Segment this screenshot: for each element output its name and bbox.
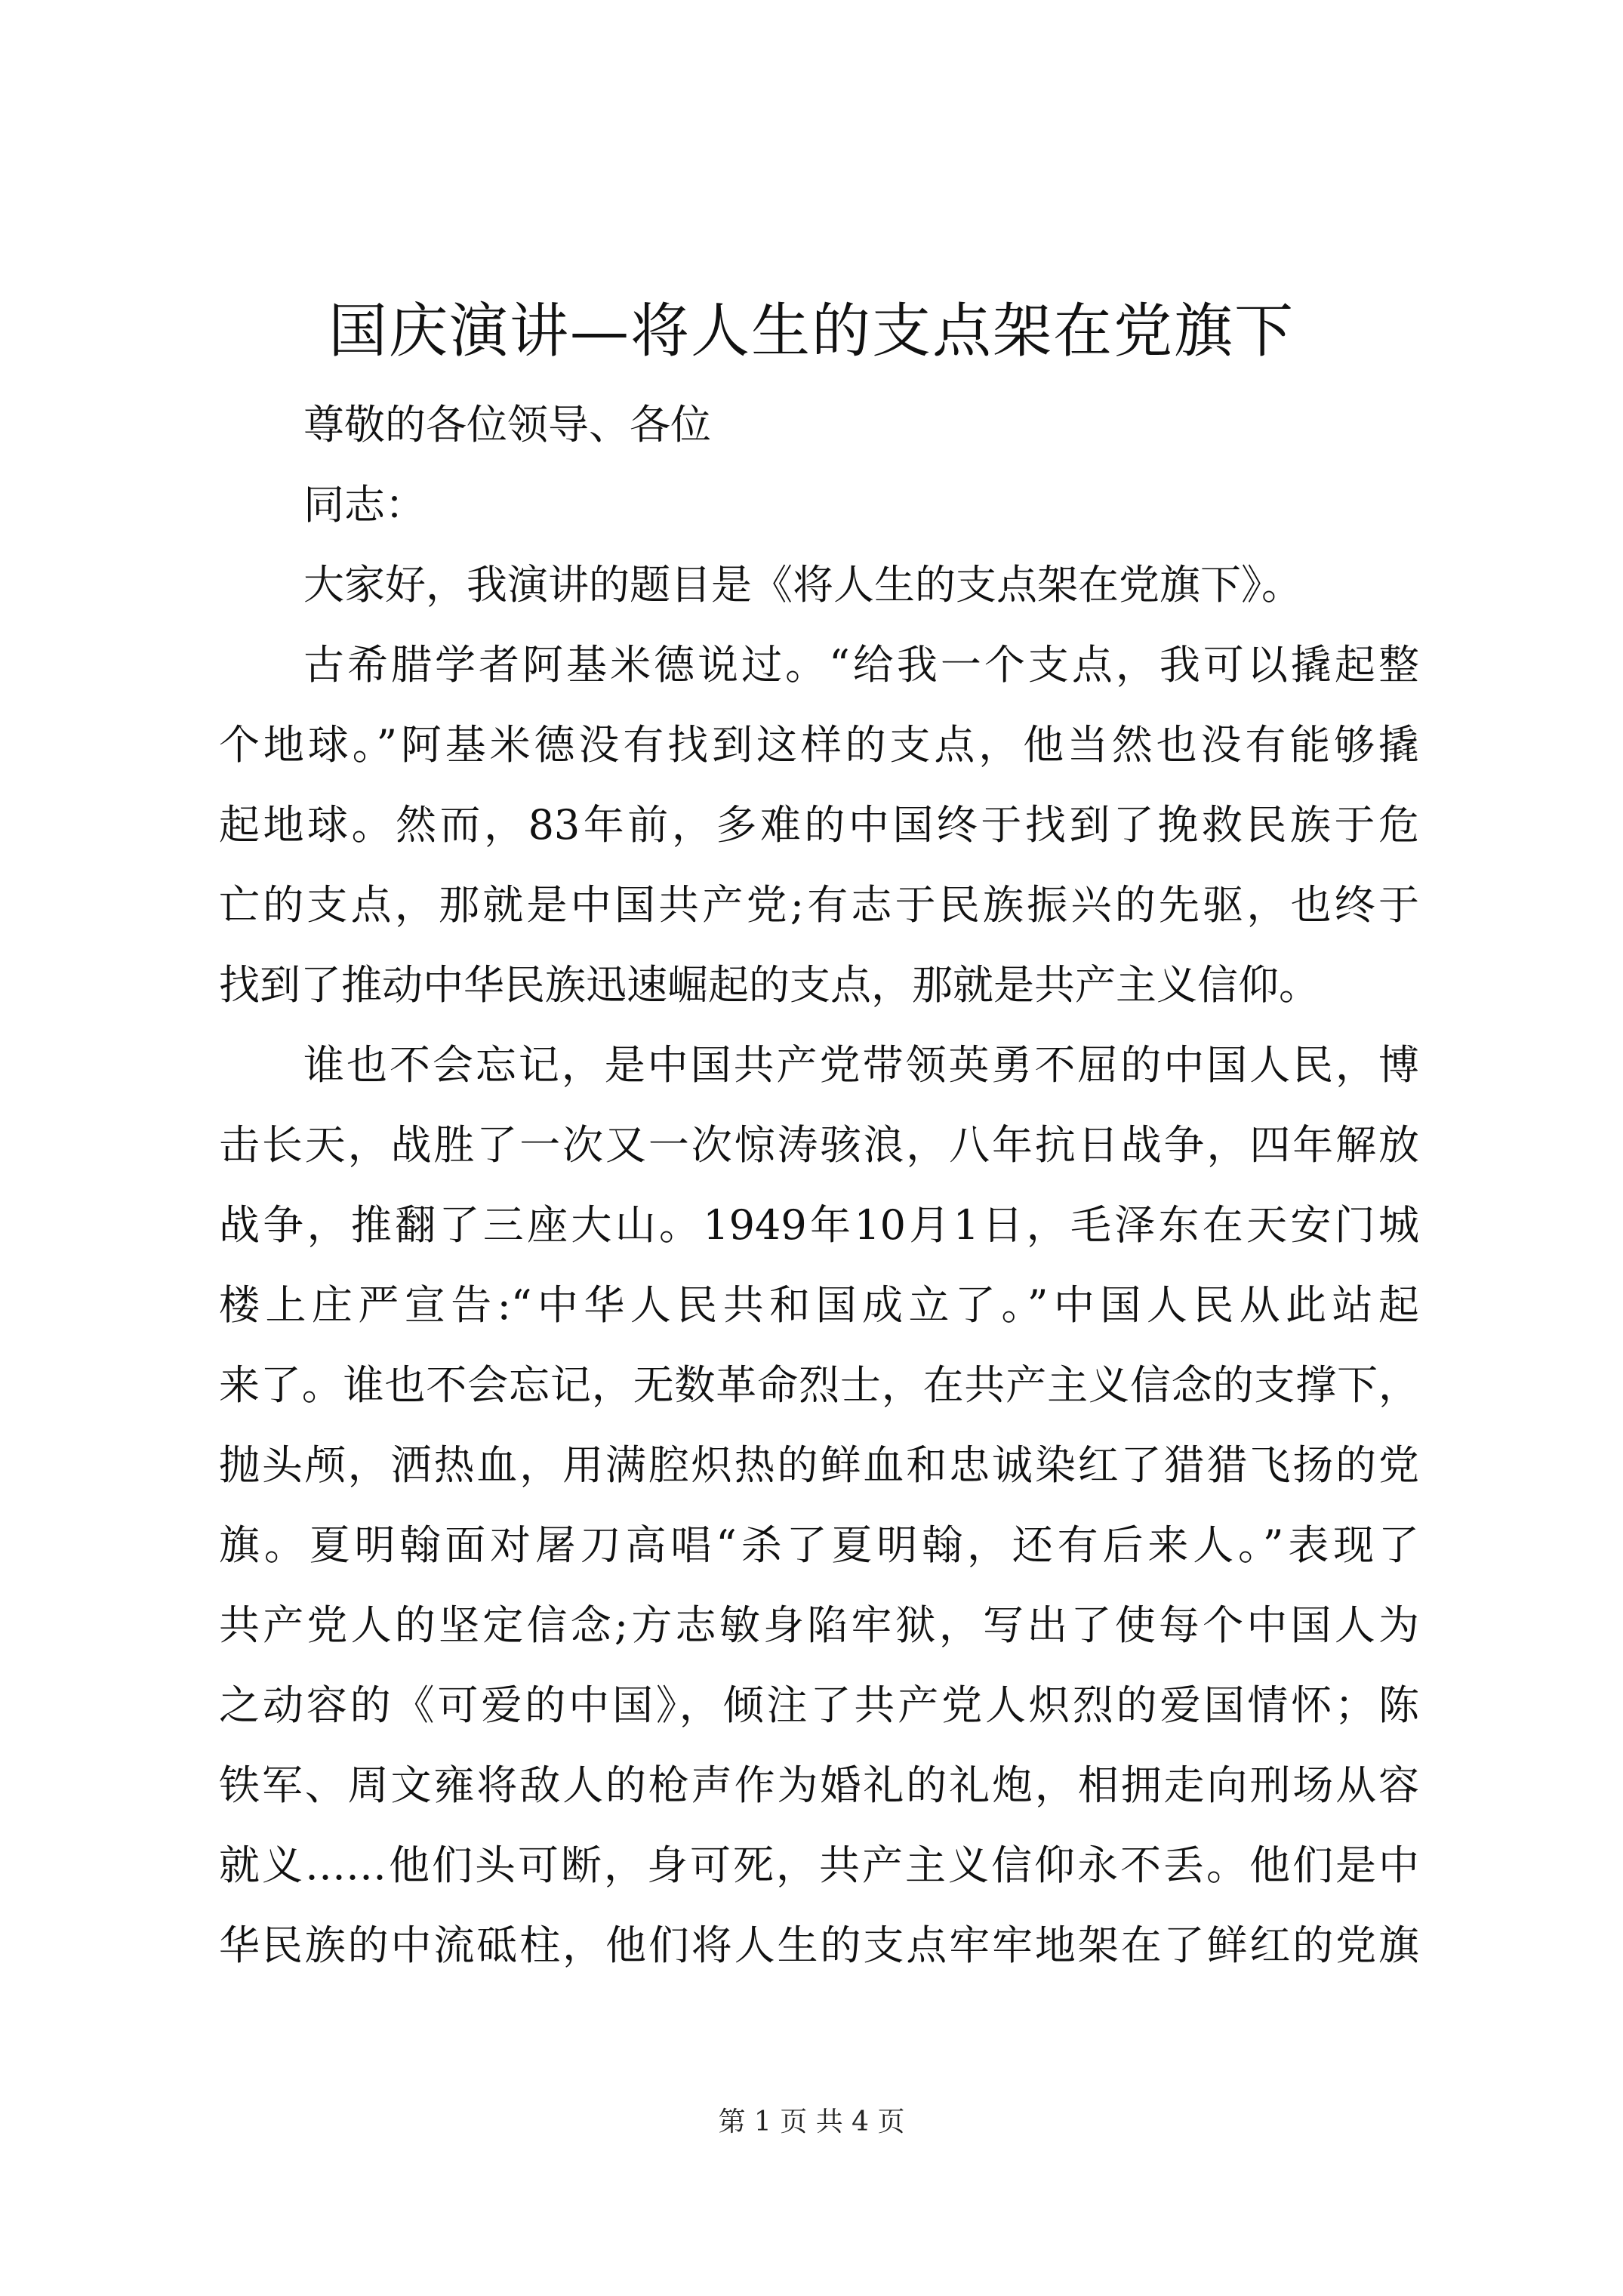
body-line: 尊敬的各位领导、各位 bbox=[303, 401, 711, 448]
document-title: 国庆演讲—将人生的支点架在党旗下 bbox=[328, 297, 1295, 365]
body-line: 大家好，我演讲的题目是《将人生的支点架在党旗下》。 bbox=[303, 561, 1302, 609]
body-line: 就义……他们头可断，身可死，共产主义信仰永不丢。他们是中 bbox=[219, 1841, 1419, 1889]
document-body bbox=[219, 385, 1419, 1986]
body-line: 起地球。然而，83年前，多难的中国终于找到了挽救民族于危 bbox=[219, 801, 1419, 849]
body-line: 楼上庄严宣告:“中华人民共和国成立了。”中国人民从此站起 bbox=[219, 1281, 1419, 1329]
body-line: 古希腊学者阿基米德说过。“给我一个支点，我可以撬起整 bbox=[303, 641, 1419, 689]
body-line: 战争，推翻了三座大山。1949年10月1日，毛泽东在天安门城 bbox=[219, 1201, 1419, 1249]
body-line: 之动容的《可爱的中国》，倾注了共产党人炽烈的爱国情怀；陈 bbox=[219, 1681, 1419, 1729]
body-line: 抛头颅，洒热血，用满腔炽热的鲜血和忠诚染红了猎猎飞扬的党 bbox=[219, 1441, 1419, 1489]
body-line: 旗。夏明翰面对屠刀高唱“杀了夏明翰，还有后来人。”表现了 bbox=[219, 1521, 1419, 1569]
body-line: 来了。谁也不会忘记，无数革命烈士，在共产主义信念的支撑下， bbox=[219, 1361, 1419, 1409]
body-line: 华民族的中流砥柱，他们将人生的支点牢牢地架在了鲜红的党旗 bbox=[219, 1922, 1419, 1969]
body-line: 铁军、周文雍将敌人的枪声作为婚礼的礼炮，相拥走向刑场从容 bbox=[219, 1761, 1419, 1809]
body-line: 找到了推动中华民族迅速崛起的支点，那就是共产主义信仰。 bbox=[219, 961, 1320, 1009]
body-line: 亡的支点，那就是中国共产党;有志于民族振兴的先驱，也终于 bbox=[219, 881, 1419, 929]
body-line: 谁也不会忘记，是中国共产党带领英勇不屈的中国人民，博 bbox=[303, 1041, 1419, 1089]
page-footer: 第 1 页 共 4 页 bbox=[718, 2106, 905, 2137]
body-line: 击长天，战胜了一次又一次惊涛骇浪，八年抗日战争，四年解放 bbox=[219, 1121, 1419, 1169]
body-line: 同志： bbox=[303, 481, 426, 529]
body-line: 共产党人的坚定信念;方志敏身陷牢狱，写出了使每个中国人为 bbox=[219, 1601, 1419, 1649]
body-line: 个地球。”阿基米德没有找到这样的支点，他当然也没有能够撬 bbox=[219, 721, 1419, 769]
